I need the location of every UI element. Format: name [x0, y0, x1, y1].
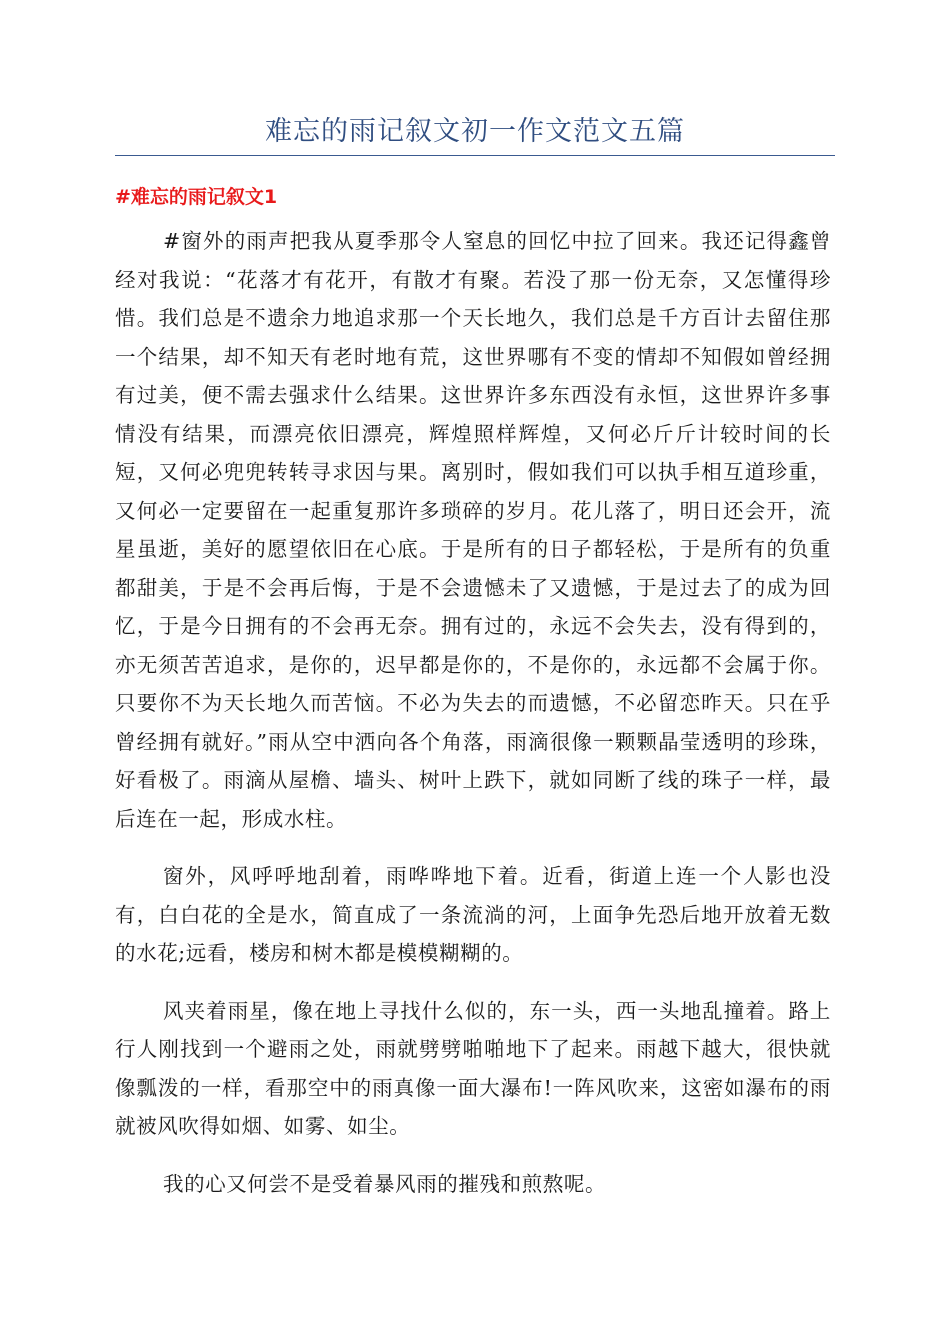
section-heading: #难忘的雨记叙文1 — [115, 186, 278, 208]
paragraph-1: #窗外的雨声把我从夏季那令人窒息的回忆中拉了回来。我还记得鑫曾经对我说：“花落才有花开，有散才有聚。若没了那一份无奈，又怎懂得珍惜。我们总是不遗余力地追求那一个天长地久，我们总是千方百计去留住那一个结果，却不知天有老时地有荒，这世界哪有不变的情却不知假如曾经拥有过美，便不需去强求什么结果。这世界许多东西没有永恒，这世界许多事情没有结果，而漂亮依旧漂亮，辉煌照样辉煌，又何必斤斤计较时间的长短，又何必兜兜转转寻求因与果。离别时，假如我们可以执手相互道珍重，又何必一定要留在一起重复那许多琐碎的岁月。花儿落了，明日还会开，流星虽逝，美好的愿望依旧在心底。于是所有的日子都轻松，于是所有的负重都甜美，于是不会再后悔，于是不会遗憾未了又遗憾，于是过去了的成为回忆，于是今日拥有的不会再无奈。拥有过的，永远不会失去，没有得到的，亦无须苦苦追求，是你的，迟早都是你的，不是你的，永远都不会属于你。只要你不为天长地久而苦恼。不必为失去的而遗憾，不必留恋昨天。只在乎曾经拥有就好。”雨从空中洒向各个角落，雨滴很像一颗颗晶莹透明的珍珠，好看极了。雨滴从屋檐、墙头、树叶上跌下，就如同断了线的珠子一样，最后连在一起，形成水柱。 — [115, 229, 831, 831]
body-text — [115, 222, 831, 1222]
paragraph-2: 窗外，风呼呼地刮着，雨哗哗地下着。近看，街道上连一个人影也没有，白白花的全是水，简直成了一条流淌的河，上面争先恐后地开放着无数的水花;远看，楼房和树木都是模模糊糊的。 — [115, 864, 831, 965]
paragraph-4: 我的心又何尝不是受着暴风雨的摧残和煎熬呢。 — [163, 1171, 607, 1196]
paragraph-3: 风夹着雨星，像在地上寻找什么似的，东一头，西一头地乱撞着。路上行人刚找到一个避雨之处，雨就劈劈啪啪地下了起来。雨越下越大，很快就像瓢泼的一样，看那空中的雨真像一面大瀑布!一阵风吹来，这密如瀑布的雨就被风吹得如烟、如雾、如尘。 — [115, 998, 831, 1138]
document-title: 难忘的雨记叙文初一作文范文五篇 — [265, 116, 685, 147]
title-underline — [115, 155, 835, 156]
